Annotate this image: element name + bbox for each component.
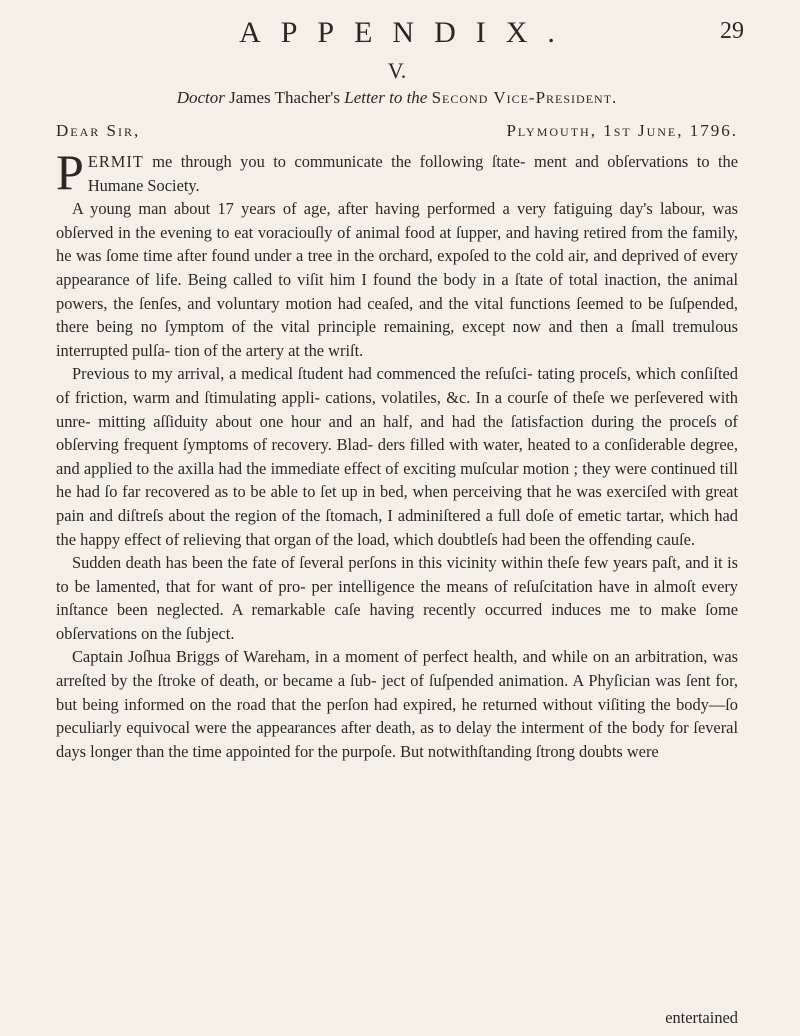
heading-letter-to: Letter to the [344, 88, 428, 107]
salutation: Dear Sir, [56, 121, 141, 140]
heading-prefix: Doctor [176, 88, 225, 107]
section-number: V. [387, 58, 407, 83]
paragraph-3: Previous to my arrival, a medical ſtudent had commenced the reſuſci- tating proceſs, which conſiſted of friction, warm and ſtimulating appli- cations, volatiles, &c. In a courſe of theſe we perſevered with unre- mitting aſſiduity about one hour and an half, and had the ſatisfaction during the proceſs of obſerving frequent ſymptoms of recovery. Blad- ders filled with water, heated to a conſiderable degree, and applied to the axilla had the immediate effect of exciting muſcular motion ; they were continued till he had ſo far recovered as to be able to ſet up in bed, when perceiving that he was exerciſed with great pain and diſtreſs about the region of the ſtomach, I adminiſtered a full doſe of emetic tartar, which had the happy effect of relieving that organ of the load, which doubtleſs had been the offending cauſe. [56, 364, 738, 549]
paragraph-2: A young man about 17 years of age, after having performed a very fatiguing day's labour, was obſerved in the evening to eat voraciouſly of animal food at ſupper, and having retired from the family, he was ſome time after found under a tree in the orchard, expoſed to the cold air, and deprived of every appearance of life. Being called to viſit him I found the body in a ſtate of total inaction, the animal powers, the ſenſes, and voluntary motion had ceaſed, and the vital functions ſeemed to be ſuſpended, there being no ſymptom of the vital principle remaining, except now and then a ſmall tremulous interrupted pulſa- tion of the artery at the wriſt. [56, 199, 738, 360]
first-words: ERMIT [87, 152, 144, 171]
page-number: 29 [720, 18, 744, 44]
paragraph-text: me through you to communicate the following ſtate- ment and obſervations to the Humane Society. [87, 152, 738, 195]
paragraph-1 [56, 144, 738, 200]
heading-recipient: Second Vice-President. [431, 88, 618, 107]
letter-heading [56, 86, 738, 110]
heading-author: James Thacher's [229, 88, 340, 107]
salutation-line [56, 118, 738, 144]
letter-body [56, 144, 738, 763]
running-head [56, 16, 744, 56]
drop-initial: P [56, 144, 84, 200]
paragraph-4: Sudden death has been the fate of ſeveral perſons in this vicinity within theſe few years paſt, and it is to be lamented, that for want of pro- per intelligence the means of reſuſcitation have in almoſt every inſtance been neglected. A remarkable caſe having recently occurred induces me to make ſome obſervations on the ſubject. [56, 553, 738, 643]
catchword: entertained [665, 1008, 738, 1027]
dateline: Plymouth, 1ſt June, 1796. [506, 121, 738, 140]
paragraph-5: Captain Joſhua Briggs of Wareham, in a moment of perfect health, and while on an arbitration, was arreſted by the ſtroke of death, or became a ſub- ject of ſuſpended animation. A Phyſician was ſent for, but being informed on the road that the perſon had expired, he returned without viſiting the body—ſo peculiarly equivocal were the appearances after death, as to delay the interment of the body for ſeveral days longer than the time appointed for the purpoſe. But notwithſtanding ſtrong doubts were [56, 647, 738, 761]
running-title: APPENDIX. [239, 16, 575, 49]
